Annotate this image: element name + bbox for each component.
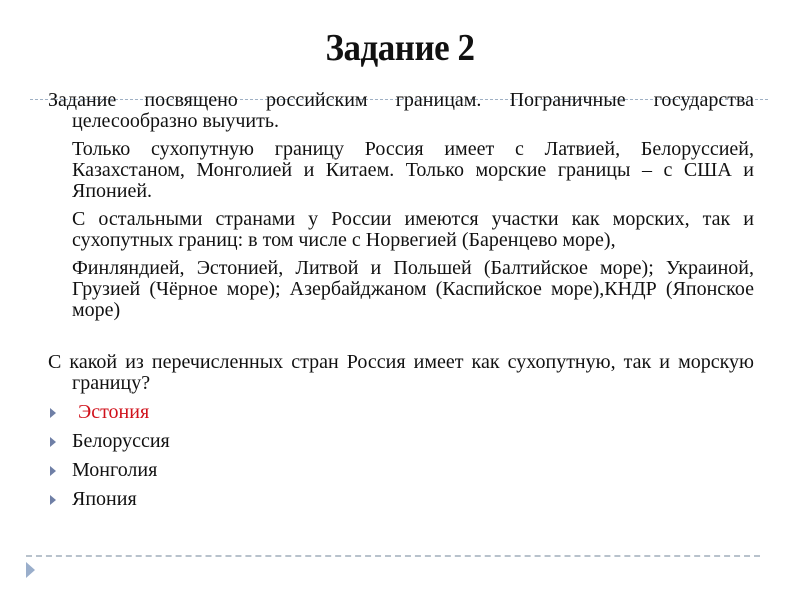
answer-label: Эстония — [78, 401, 150, 423]
paragraph-intro: Задание посвящено российским границам. Пограничные государства целесообразно выучить. — [48, 89, 754, 132]
triangle-bullet-icon — [50, 466, 56, 476]
answer-option-estonia[interactable] — [48, 398, 754, 427]
triangle-bullet-icon — [50, 408, 56, 418]
bottom-divider — [26, 555, 760, 557]
paragraph-land-sea-only: Только сухопутную границу Россия имеет с Латвией, Белоруссией, Казахстаном, Монголией и Китаем. Только морские границы – с США и Японией. — [72, 138, 754, 202]
question-text: С какой из перечисленных стран Россия имеет как сухопутную, так и морскую границу? — [48, 351, 754, 394]
paragraph-mixed-borders: С остальными странами у России имеются участки как морских, так и сухопутных границ: в том числе с Норвегией (Баренцево море), — [72, 208, 754, 251]
answer-label: Япония — [72, 488, 137, 510]
answer-label: Белоруссия — [72, 430, 170, 452]
triangle-bullet-icon — [50, 495, 56, 505]
paragraph-mixed-borders-cont: Финляндией, Эстонией, Литвой и Польшей (Балтийское море); Украиной, Грузией (Чёрное море); Азербайджаном (Каспийское море),КНДР (Японское море) — [72, 257, 754, 321]
answer-option-japan[interactable] — [48, 485, 754, 514]
slide-nav-arrow-icon — [26, 562, 35, 578]
answer-options — [48, 398, 754, 514]
answer-option-belarus[interactable] — [48, 427, 754, 456]
answer-option-mongolia[interactable] — [48, 456, 754, 485]
triangle-bullet-icon — [50, 437, 56, 447]
slide-title: Задание 2 — [325, 27, 475, 69]
slide-body — [48, 90, 754, 514]
answer-label: Монголия — [72, 459, 158, 481]
